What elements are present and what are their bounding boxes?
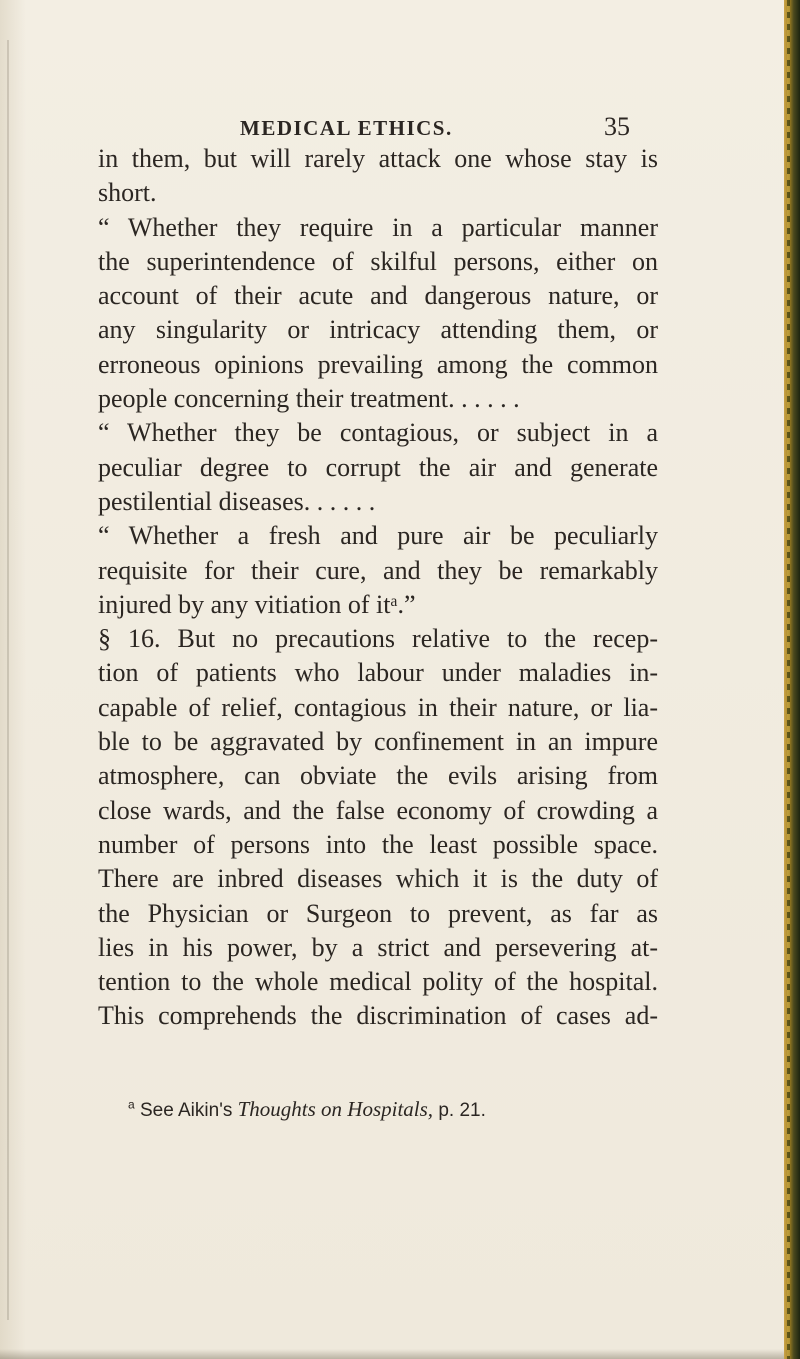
text-line: short. — [98, 178, 157, 208]
page-number: 35 — [604, 112, 630, 141]
footnote — [128, 1097, 628, 1122]
text-line: account of their acute and dangerous nature, or — [98, 281, 658, 311]
text-line: the Physician or Surgeon to prevent, as far as — [98, 898, 658, 928]
text-line: capable of relief, contagious in their nature, or lia- — [98, 692, 658, 722]
text-line: tion of patients who labour under maladies in- — [98, 658, 658, 688]
text-line: “ Whether a fresh and pure air be peculiarly — [98, 521, 658, 551]
text-line: erroneous opinions prevailing among the common — [98, 349, 658, 379]
text-line: atmosphere, can obviate the evils arising from — [98, 761, 658, 791]
text-line: close wards, and the false economy of crowding a — [98, 795, 658, 825]
footnote-prefix: See Aikin's — [139, 1100, 233, 1121]
text-line: tention to the whole medical polity of the hospital. — [98, 967, 658, 997]
footnote-marker: a — [128, 1097, 135, 1112]
text-line: lies in his power, by a strict and persevering at- — [98, 932, 658, 962]
text-line: number of persons into the least possible space. — [98, 829, 658, 859]
text-line: ble to be aggravated by confinement in an impure — [98, 727, 658, 757]
footnote-title: Thoughts on Hospitals, — [237, 1097, 434, 1121]
text-line: peculiar degree to corrupt the air and generate — [98, 452, 658, 482]
text-line: the superintendence of skilful persons, either on — [98, 246, 658, 276]
page-header — [240, 112, 630, 142]
text-line: pestilential diseases. . . . . . — [98, 486, 376, 516]
text-line: in them, but will rarely attack one whose stay is — [98, 144, 658, 173]
page-bottom-edge — [0, 1349, 784, 1359]
text-line: people concerning their treatment. . . . . . — [98, 384, 520, 414]
text-line: “ Whether they require in a particular manner — [98, 212, 658, 242]
text-line: requisite for their cure, and they be remarkably — [98, 555, 658, 585]
text-line: “ Whether they be contagious, or subject in a — [98, 418, 658, 448]
footnote-suffix: p. 21. — [438, 1100, 486, 1121]
text-line: any singularity or intricacy attending them, or — [98, 315, 658, 345]
text-line: This comprehends the discrimination of cases ad- — [98, 1001, 658, 1031]
page-gutter-shadow — [7, 40, 9, 1320]
text-line: § 16. But no precautions relative to the recep- — [98, 624, 658, 654]
text-line: injured by any vitiation of itᵃ.” — [98, 589, 416, 619]
book-spine-edge — [784, 0, 800, 1359]
running-title: MEDICAL ETHICS. — [240, 116, 453, 140]
text-line: There are inbred diseases which it is the duty of — [98, 864, 658, 894]
body-text — [98, 142, 658, 1034]
